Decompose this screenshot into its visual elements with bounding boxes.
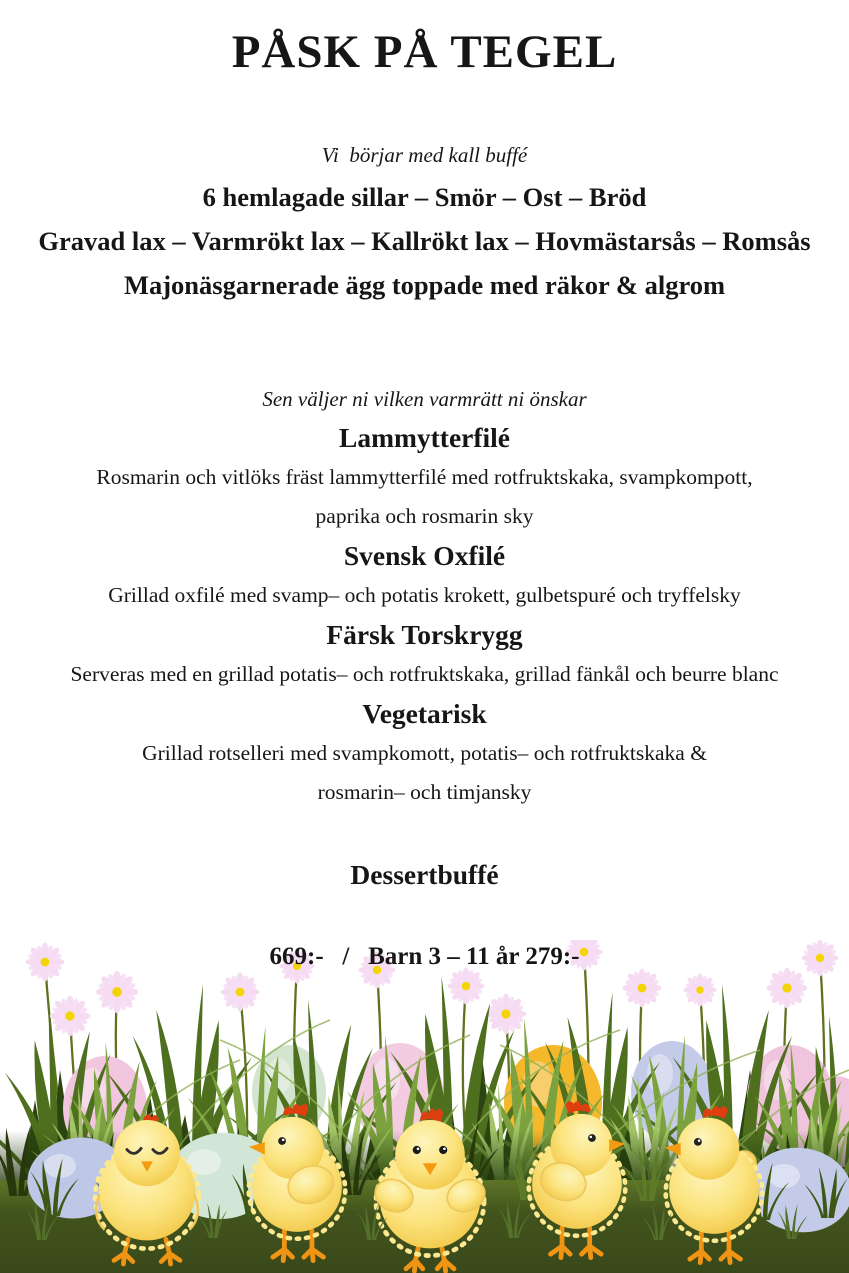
course-description-line: Serveras med en grillad potatis– och rotfruktskaka, grillad fänkål och beurre blanc [70, 662, 779, 686]
course-name: Vegetarisk [362, 698, 487, 729]
course-item [0, 418, 849, 536]
daisy-flower-icon [623, 969, 662, 1008]
course-description-line: Grillad rotselleri med svampkomott, potatis– och rotfruktskaka & [142, 741, 707, 765]
dessert-heading: Dessertbuffé [350, 859, 499, 890]
course-name: Lammytterfilé [338, 422, 511, 453]
course-description-line: Rosmarin och vitlöks fräst lammytterfilé med rotfruktskaka, svampkompott, [96, 465, 753, 489]
easter-scene-graphic [0, 940, 849, 1273]
cold-buffet-line: Gravad lax – Varmrökt lax – Kallrökt lax – Hovmästarsås – Romsås [38, 226, 811, 256]
chick-eye [694, 1138, 702, 1146]
menu-title: PÅSK PÅ TEGEL [231, 26, 618, 78]
chick-eye [413, 1146, 421, 1154]
course-description-line: rosmarin– och timjansky [317, 780, 532, 804]
cold-buffet-line: 6 hemlagade sillar – Smör – Ost – Bröd [202, 182, 647, 212]
course-item [0, 615, 849, 694]
daisy-flower-icon [96, 971, 139, 1014]
cold-buffet-intro: Vi börjar med kall buffé [321, 143, 528, 167]
course-item [0, 694, 849, 812]
daisy-flower-icon [683, 973, 716, 1006]
price-line: 669:- / Barn 3 – 11 år 279:- [269, 943, 580, 970]
main-course-intro: Sen väljer ni vilken varmrätt ni önskar [262, 387, 587, 411]
daisy-flower-icon [486, 994, 527, 1035]
chick-eye [588, 1134, 596, 1142]
course-name: Färsk Torskrygg [326, 619, 523, 650]
course-description-line: paprika och rosmarin sky [315, 504, 534, 528]
chick-eye [278, 1137, 286, 1145]
daisy-flower-icon [50, 996, 91, 1037]
course-description-line: Grillad oxfilé med svamp– och potatis krokett, gulbetspuré och tryffelsky [108, 583, 741, 607]
daisy-flower-icon [767, 968, 808, 1009]
daisy-flower-icon [221, 973, 260, 1012]
course-item [0, 536, 849, 615]
cold-buffet-line: Majonäsgarnerade ägg toppade med räkor & algrom [123, 270, 726, 300]
daisy-flower-icon [448, 968, 485, 1005]
chick-eye [439, 1146, 447, 1154]
course-name: Svensk Oxfilé [343, 540, 506, 571]
main-course-list [0, 418, 849, 812]
cold-buffet-lines [0, 175, 849, 307]
